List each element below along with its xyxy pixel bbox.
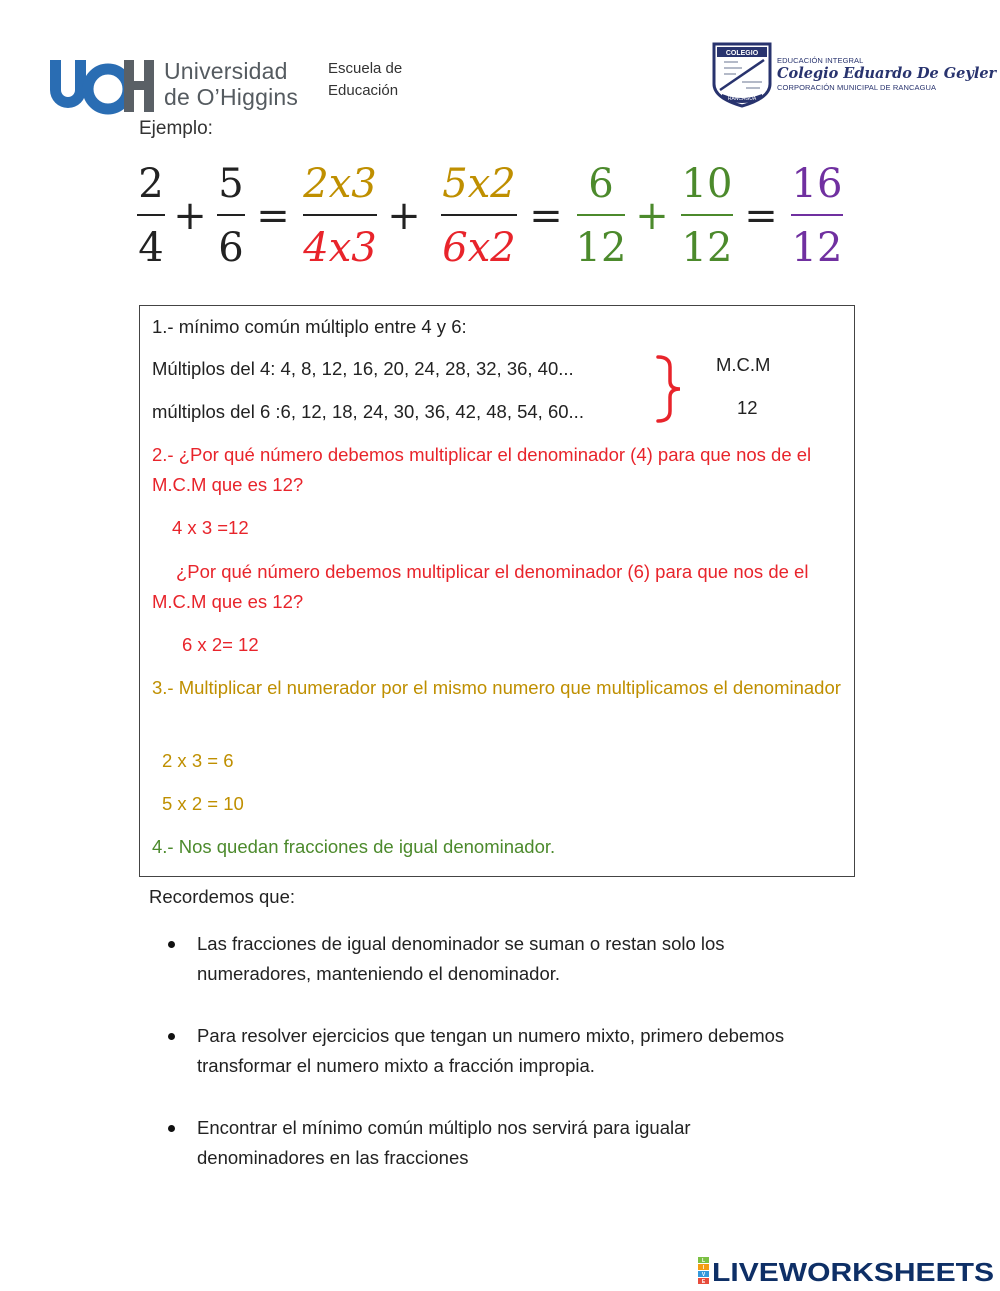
fraction-3-denominator: 4x3 bbox=[303, 225, 377, 271]
university-name-line2: de O’Higgins bbox=[164, 84, 299, 110]
plus-sign-2: + bbox=[387, 193, 421, 239]
step3-answer-1: 2 x 3 = 6 bbox=[162, 750, 234, 771]
university-name bbox=[164, 58, 298, 110]
logo-letter: V bbox=[701, 1272, 706, 1278]
school-name bbox=[328, 58, 402, 102]
reminder-text: Las fracciones de igual denominador se suman o restan solo los numeradores, manteniendo el denominador. bbox=[197, 933, 725, 984]
step3-title: 3.- Multiplicar el numerador por el mismo numero que multiplicamos el denominador bbox=[152, 677, 841, 698]
fraction-5 bbox=[576, 161, 627, 271]
college-top-label: EDUCACIÓN INTEGRAL bbox=[777, 56, 864, 65]
university-name-line1: Universidad bbox=[164, 58, 288, 84]
step2-question-1: 2.- ¿Por qué número debemos multiplicar el denominador (4) para que nos de el M.C.M que es 12? bbox=[152, 444, 812, 495]
step2-question-2: ¿Por qué número debemos multiplicar el denominador (6) para que nos de el M.C.M que es 12? bbox=[152, 561, 809, 612]
example-label: Ejemplo: bbox=[139, 118, 213, 139]
fraction-6-numerator: 10 bbox=[681, 161, 733, 207]
fraction-4-numerator: 5x2 bbox=[442, 161, 516, 207]
fraction-5-denominator: 12 bbox=[575, 225, 627, 271]
fraction-5-numerator: 6 bbox=[588, 161, 614, 207]
step4: 4.- Nos quedan fracciones de igual denominador. bbox=[152, 836, 556, 857]
college-shield-icon bbox=[712, 42, 772, 108]
fraction-3-numerator: 2x3 bbox=[303, 161, 377, 207]
fraction-3 bbox=[302, 161, 377, 271]
fraction-equation bbox=[133, 155, 853, 275]
fraction-7-denominator: 12 bbox=[791, 225, 843, 271]
step1-title: 1.- mínimo común múltiplo entre 4 y 6: bbox=[152, 316, 467, 337]
fraction-6-denominator: 12 bbox=[681, 225, 733, 271]
fraction-1 bbox=[137, 161, 165, 271]
plus-sign-3: + bbox=[635, 193, 669, 239]
reminders-title: Recordemos que: bbox=[149, 886, 296, 907]
fraction-2-denominator: 6 bbox=[218, 225, 244, 271]
liveworksheets-logo bbox=[697, 1255, 997, 1285]
school-name-line1: Escuela de bbox=[328, 60, 403, 77]
mcm-value: 12 bbox=[737, 397, 758, 418]
equals-sign-2: = bbox=[529, 193, 563, 239]
uoh-logo bbox=[46, 56, 156, 116]
bullet-icon bbox=[168, 1125, 175, 1132]
equals-sign-1: = bbox=[256, 193, 290, 239]
shield-top-text: COLEGIO bbox=[725, 50, 759, 57]
college-text bbox=[777, 56, 996, 92]
right-brace-icon bbox=[652, 353, 692, 425]
step2-answer-2: 6 x 2= 12 bbox=[182, 634, 259, 655]
step3-answer-2: 5 x 2 = 10 bbox=[162, 793, 244, 814]
multiples-of-4: Múltiplos del 4: 4, 8, 12, 16, 20, 24, 28, 32, 36, 40... bbox=[152, 358, 574, 379]
fraction-4-denominator: 6x2 bbox=[442, 225, 516, 271]
multiples-of-6: múltiplos del 6 :6, 12, 18, 24, 30, 36, 42, 48, 54, 60... bbox=[152, 401, 584, 422]
logo-letter: E bbox=[701, 1279, 706, 1285]
school-name-line2: Educación bbox=[328, 82, 399, 99]
fraction-7-numerator: 16 bbox=[791, 161, 843, 207]
reminder-text: Encontrar el mínimo común múltiplo nos servirá para igualar denominadores en las fracciones bbox=[197, 1117, 691, 1168]
brand-wordmark: LIVEWORKSHEETS bbox=[712, 1257, 994, 1285]
fraction-1-numerator: 2 bbox=[138, 161, 164, 207]
bullet-icon bbox=[168, 1033, 175, 1040]
shield-bottom-text: RANCAGUA bbox=[727, 96, 757, 102]
fraction-7 bbox=[791, 161, 843, 271]
bullet-icon bbox=[168, 941, 175, 948]
logo-letter: I bbox=[702, 1265, 705, 1271]
fraction-4 bbox=[441, 161, 517, 271]
fraction-6 bbox=[681, 161, 733, 271]
fraction-1-denominator: 4 bbox=[138, 225, 164, 271]
equals-sign-3: = bbox=[744, 193, 778, 239]
fraction-2 bbox=[217, 161, 245, 271]
step2-answer-1: 4 x 3 =12 bbox=[172, 517, 249, 538]
logo-letter: L bbox=[701, 1258, 706, 1264]
reminder-text: Para resolver ejercicios que tengan un numero mixto, primero debemos transformar el numero mixto a fracción impropia. bbox=[197, 1025, 785, 1076]
mcm-label: M.C.M bbox=[716, 354, 771, 375]
college-name: Colegio Eduardo De Geyler bbox=[777, 65, 997, 82]
fraction-2-numerator: 5 bbox=[218, 161, 244, 207]
plus-sign-1: + bbox=[173, 193, 207, 239]
college-bottom-label: CORPORACIÓN MUNICIPAL DE RANCAGUA bbox=[777, 83, 937, 92]
